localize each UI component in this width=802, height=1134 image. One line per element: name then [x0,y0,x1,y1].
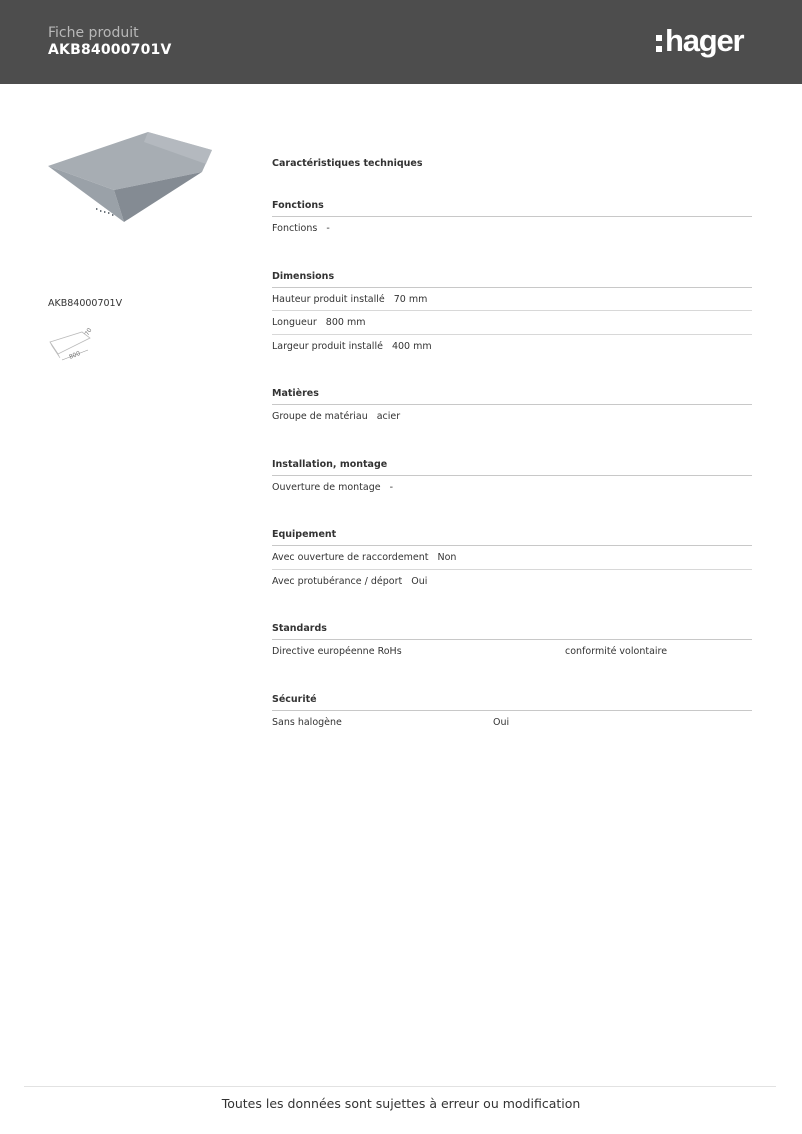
spec-row [272,546,752,570]
spec-label: Groupe de matériau [272,411,368,422]
spec-section [272,693,752,735]
spec-label: Sans halogène [272,716,342,728]
spec-row [272,405,752,429]
spec-row [272,335,752,359]
spec-value: Non [437,552,457,563]
spec-label: Ouverture de montage [272,481,381,493]
spec-value: conformité volontaire [565,646,668,657]
spec-row [272,640,752,664]
spec-value: 70 mm [393,293,428,305]
spec-value: 800 mm [325,317,366,328]
spec-section [272,458,752,500]
spec-row [272,570,752,594]
dimension-drawing [48,322,100,368]
logo-colon-icon [656,35,662,52]
spec-row [272,711,752,735]
left-product-reference: AKB84000701V [48,298,123,309]
footer-divider [24,1086,776,1087]
technical-specifications [272,150,752,734]
document-type: Fiche produit [48,25,139,41]
spec-label: Avec protubérance / déport [272,575,403,587]
section-title: Fonctions [272,199,752,217]
section-title: Sécurité [272,693,752,711]
spec-section [272,387,752,429]
section-title: Standards [272,622,752,640]
spec-label: Hauteur produit installé [272,293,385,305]
section-title: Installation, montage [272,458,752,476]
footer-disclaimer: Toutes les données sont sujettes à erreur ou modification [221,1096,581,1111]
section-title: Equipement [272,528,752,546]
hager-logo [656,20,743,60]
spec-value: - [389,481,394,493]
spec-section [272,528,752,593]
section-title: Dimensions [272,270,752,288]
spec-section [272,270,752,359]
spec-row [272,311,752,335]
logo-wordmark: hager [665,22,744,58]
spec-value: - [326,223,330,234]
spec-row [272,476,752,500]
spec-row [272,288,752,312]
product-image [48,128,216,224]
spec-value: 400 mm [391,340,432,352]
page-header [0,0,802,84]
spec-label: Largeur produit installé [272,340,383,352]
spec-value: acier [376,411,401,422]
spec-label: Fonctions [272,223,318,234]
spec-value: Oui [411,575,428,587]
spec-value: Oui [493,716,510,728]
thumb-height-label: 70 [83,326,94,337]
spec-title: Caractéristiques techniques [272,158,423,169]
spec-section [272,199,752,241]
product-reference: AKB84000701V [48,42,172,58]
thumb-length-label: 800 [68,350,82,361]
spec-section [272,622,752,664]
spec-label: Avec ouverture de raccordement [272,552,429,563]
section-title: Matières [272,387,752,405]
spec-label: Longueur [272,317,317,328]
spec-label: Directive européenne RoHs [272,646,402,657]
spec-row [272,217,752,241]
